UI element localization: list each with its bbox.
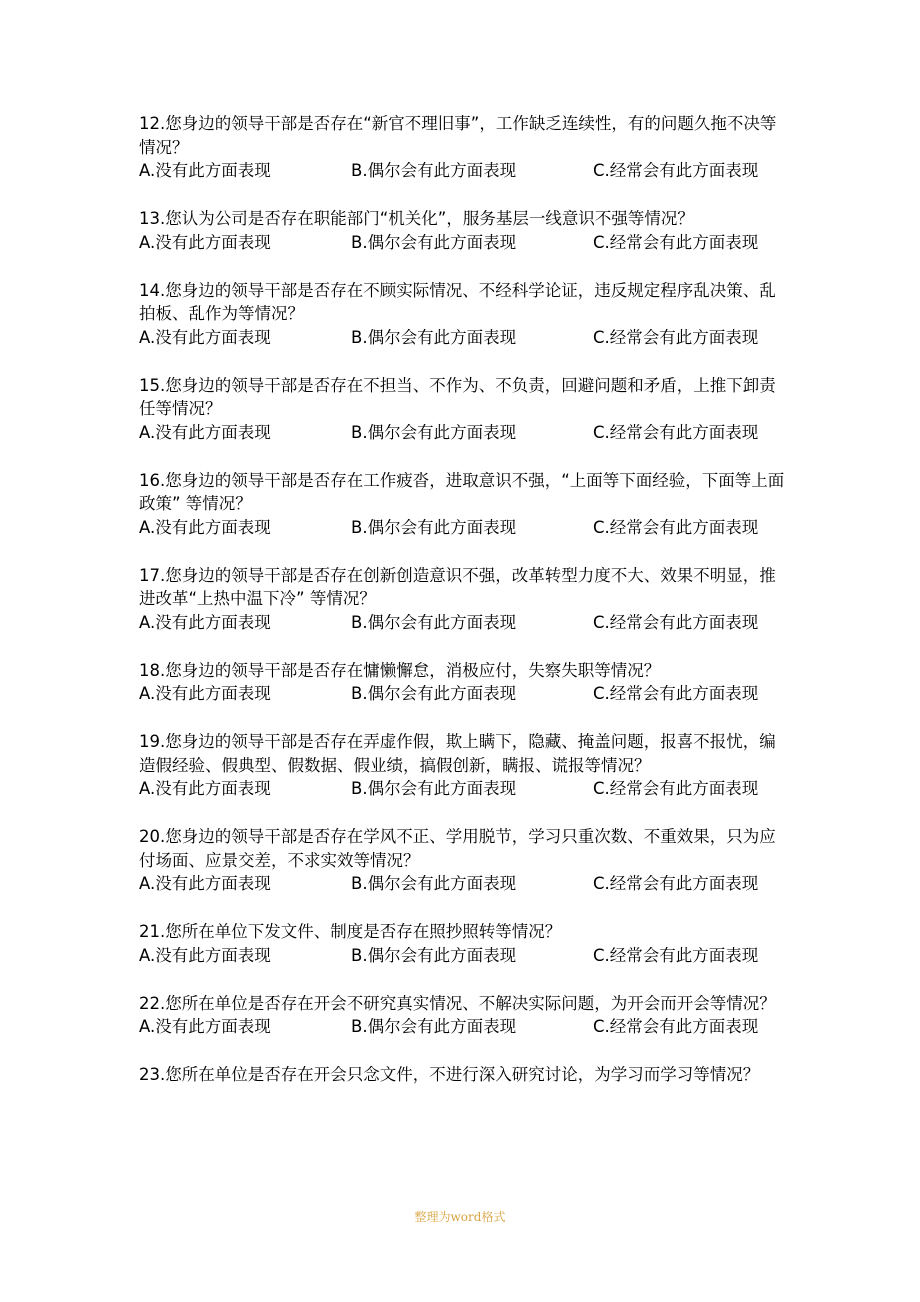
option-a[interactable]: A.没有此方面表现 — [139, 779, 271, 798]
option-row — [139, 777, 789, 801]
option-b[interactable]: B.偶尔会有此方面表现 — [351, 612, 517, 632]
question-text: 15.您身边的领导干部是否存在不担当、不作为、不负责，回避问题和矛盾，上推下卸责任等情况？ — [139, 375, 776, 418]
option-a[interactable]: A.没有此方面表现 — [139, 517, 271, 537]
option-row — [139, 231, 789, 255]
option-row — [139, 682, 789, 706]
option-c[interactable]: C.经常会有此方面表现 — [593, 945, 759, 965]
option-c[interactable]: C.经常会有此方面表现 — [593, 161, 759, 180]
option-b[interactable]: B.偶尔会有此方面表现 — [351, 1017, 517, 1036]
option-c[interactable]: C.经常会有此方面表现 — [593, 779, 759, 798]
question-text: 17.您身边的领导干部是否存在创新创造意识不强，改革转型力度不大、效果不明显，推进改革“上热中温下冷” 等情况？ — [139, 565, 776, 608]
option-c[interactable]: C.经常会有此方面表现 — [593, 612, 759, 632]
option-row — [139, 159, 789, 183]
question-list — [139, 112, 789, 1087]
option-c[interactable]: C.经常会有此方面表现 — [593, 517, 759, 537]
question-22 — [139, 992, 789, 1040]
question-text: 16.您身边的领导干部是否存在工作疲沓，进取意识不强，“上面等下面经验，下面等上面政策” 等情况？ — [139, 470, 785, 513]
question-13 — [139, 207, 789, 255]
option-b[interactable]: B.偶尔会有此方面表现 — [351, 874, 517, 893]
option-b[interactable]: B.偶尔会有此方面表现 — [351, 779, 517, 798]
question-text: 13.您认为公司是否存在职能部门“机关化”，服务基层一线意识不强等情况？ — [139, 209, 694, 228]
question-19 — [139, 730, 789, 801]
question-12 — [139, 112, 789, 183]
option-b[interactable]: B.偶尔会有此方面表现 — [351, 945, 517, 965]
option-row — [139, 1015, 789, 1039]
option-a[interactable]: A.没有此方面表现 — [139, 945, 271, 965]
question-16 — [139, 469, 789, 540]
question-text: 21.您所在单位下发文件、制度是否存在照抄照转等情况？ — [139, 922, 562, 941]
question-text: 20.您身边的领导干部是否存在学风不正、学用脱节，学习只重次数、不重效果，只为应付场面、应景交差，不求实效等情况？ — [139, 827, 776, 870]
option-row — [139, 611, 789, 635]
option-c[interactable]: C.经常会有此方面表现 — [593, 684, 759, 703]
question-text: 22.您所在单位是否存在开会不研究真实情况、不解决实际问题，为开会而开会等情况？ — [139, 993, 776, 1013]
option-b[interactable]: B.偶尔会有此方面表现 — [351, 684, 517, 703]
question-text: 23.您所在单位是否存在开会只念文件，不进行深入研究讨论，为学习而学习等情况？ — [139, 1065, 760, 1084]
option-c[interactable]: C.经常会有此方面表现 — [593, 327, 759, 347]
option-a[interactable]: A.没有此方面表现 — [139, 874, 271, 893]
question-text: 19.您身边的领导干部是否存在弄虚作假，欺上瞒下，隐藏、掩盖问题，报喜不报忧，编造假经验、假典型、假数据、假业绩，搞假创新，瞒报、谎报等情况？ — [139, 732, 776, 775]
question-21 — [139, 920, 789, 968]
question-text: 12.您身边的领导干部是否存在“新官不理旧事”，工作缺乏连续性，有的问题久拖不决等情况？ — [139, 114, 777, 157]
option-row — [139, 516, 789, 540]
option-a[interactable]: A.没有此方面表现 — [139, 232, 271, 252]
option-a[interactable]: A.没有此方面表现 — [139, 422, 271, 442]
option-row — [139, 872, 789, 896]
option-b[interactable]: B.偶尔会有此方面表现 — [351, 161, 517, 180]
option-a[interactable]: A.没有此方面表现 — [139, 161, 271, 180]
option-b[interactable]: B.偶尔会有此方面表现 — [351, 327, 517, 347]
question-20 — [139, 825, 789, 896]
option-b[interactable]: B.偶尔会有此方面表现 — [351, 422, 517, 442]
question-17 — [139, 564, 789, 635]
option-b[interactable]: B.偶尔会有此方面表现 — [351, 232, 517, 252]
option-b[interactable]: B.偶尔会有此方面表现 — [351, 517, 517, 537]
question-14 — [139, 279, 789, 350]
option-c[interactable]: C.经常会有此方面表现 — [593, 1017, 759, 1036]
option-a[interactable]: A.没有此方面表现 — [139, 327, 271, 347]
option-c[interactable]: C.经常会有此方面表现 — [593, 874, 759, 893]
option-a[interactable]: A.没有此方面表现 — [139, 1017, 271, 1036]
option-a[interactable]: A.没有此方面表现 — [139, 684, 271, 703]
option-a[interactable]: A.没有此方面表现 — [139, 612, 271, 632]
question-23 — [139, 1063, 789, 1087]
question-text: 14.您身边的领导干部是否存在不顾实际情况、不经科学论证，违反规定程序乱决策、乱拍板、乱作为等情况？ — [139, 280, 776, 323]
question-15 — [139, 374, 789, 445]
option-row — [139, 421, 789, 445]
question-text: 18.您身边的领导干部是否存在慵懒懈怠，消极应付，失察失职等情况？ — [139, 660, 661, 680]
option-c[interactable]: C.经常会有此方面表现 — [593, 422, 759, 442]
option-row — [139, 326, 789, 350]
question-18 — [139, 659, 789, 707]
option-c[interactable]: C.经常会有此方面表现 — [593, 232, 759, 252]
footer-note: 整理为word格式 — [414, 1210, 506, 1224]
option-row — [139, 944, 789, 968]
